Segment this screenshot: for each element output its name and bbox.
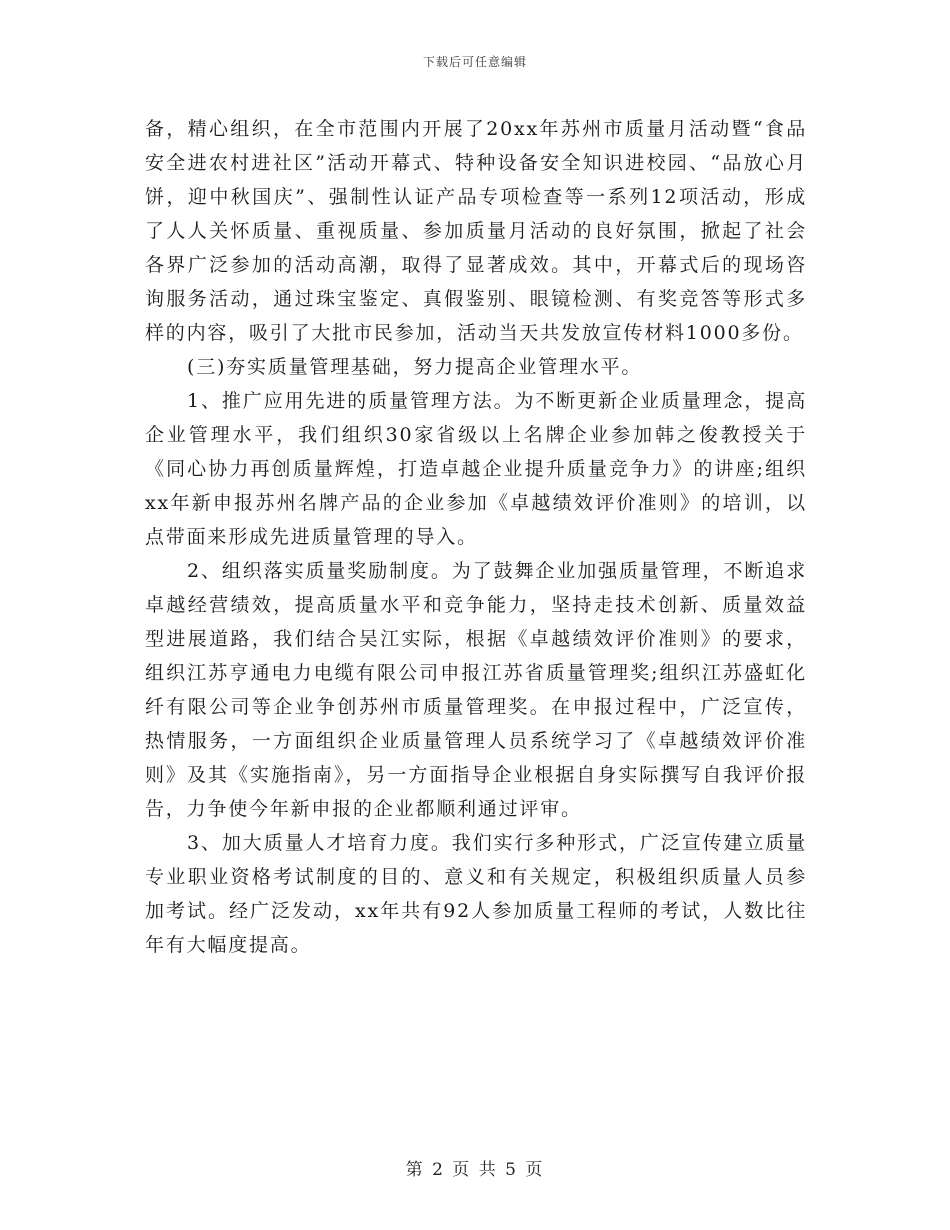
paragraph-item-3: 3、加大质量人才培育力度。我们实行多种形式，广泛宣传建立质量专业职业资格考试制度的目的、意义和有关规定，积极组织质量人员参加考试。经广泛发动，xx年共有92人参加质量工程师的考试，人数比往年有大幅度提高。 bbox=[145, 832, 807, 956]
document-body bbox=[145, 112, 807, 962]
page-header-note: 下载后可任意编辑 bbox=[422, 55, 527, 69]
section-heading: (三)夯实质量管理基础，努力提高企业管理水平。 bbox=[187, 356, 643, 378]
paragraph-item-1: 1、推广应用先进的质量管理方法。为不断更新企业质量理念，提高企业管理水平，我们组织30家省级以上名牌企业参加韩之俊教授关于《同心协力再创质量辉煌，打造卓越企业提升质量竞争力》的讲座;组织xx年新申报苏州名牌产品的企业参加《卓越绩效评价准则》的培训，以点带面来形成先进质量管理的导入。 bbox=[145, 390, 807, 548]
paragraph-continued: 备，精心组织，在全市范围内开展了20xx年苏州市质量月活动暨“食品安全进农村进社区”活动开幕式、特种设备安全知识进校园、“品放心月饼，迎中秋国庆”、强制性认证产品专项检查等一系列12项活动，形成了人人关怀质量、重视质量、参加质量月活动的良好氛围，掀起了社会各界广泛参加的活动高潮，取得了显著成效。其中，开幕式后的现场咨询服务活动，通过珠宝鉴定、真假鉴别、眼镜检测、有奖竞答等形式多样的内容，吸引了大批市民参加，活动当天共发放宣传材料1000多份。 bbox=[145, 118, 807, 344]
paragraph-item-2: 2、组织落实质量奖励制度。为了鼓舞企业加强质量管理，不断追求卓越经营绩效，提高质量水平和竞争能力，坚持走技术创新、质量效益型进展道路，我们结合吴江实际，根据《卓越绩效评价准则》的要求，组织江苏亨通电力电缆有限公司申报江苏省质量管理奖;组织江苏盛虹化纤有限公司等企业争创苏州市质量管理奖。在申报过程中，广泛宣传，热情服务，一方面组织企业质量管理人员系统学习了《卓越绩效评价准则》及其《实施指南》，另一方面指导企业根据自身实际撰写自我评价报告，力争使今年新申报的企业都顺利通过评审。 bbox=[145, 560, 807, 820]
page-number-footer: 第 2 页 共 5 页 bbox=[405, 1160, 545, 1180]
